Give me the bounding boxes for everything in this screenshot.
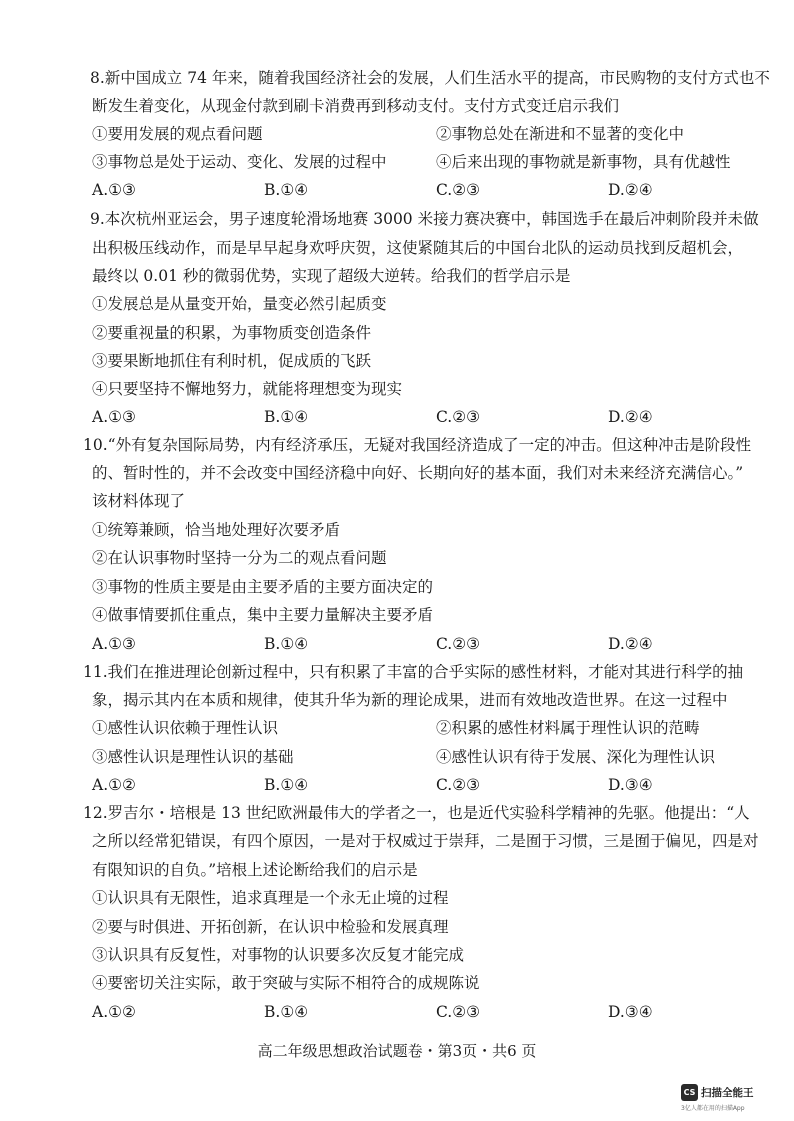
question-12-stem-line-2: 之所以经常犯错误，有四个原因，一是对于权威过于崇拜，二是囿于习惯，三是囿于偏见，四是对 — [92, 832, 759, 850]
question-8-item-3: ③事物总是处于运动、变化、发展的过程中 — [92, 153, 387, 171]
question-10-item-3: ③事物的性质主要是由主要矛盾的主要方面决定的 — [92, 578, 434, 596]
question-11-item-4: ④感性认识有待于发展、深化为理性认识 — [436, 748, 716, 766]
question-11-choice-a: A.①② — [92, 776, 136, 794]
question-8-choice-c: C.②③ — [436, 181, 481, 199]
question-9-item-2: ②要重视量的积累，为事物质变创造条件 — [92, 324, 372, 342]
question-11-stem-line-1: 11.我们在推进理论创新过程中，只有积累了丰富的合乎实际的感性材料，才能对其进行科学的抽 — [83, 663, 744, 681]
question-10-stem-line-1: 10.“外有复杂国际局势，内有经济承压，无疑对我国经济造成了一定的冲击。但这种冲击是阶段性 — [83, 436, 752, 454]
question-8-item-4: ④后来出现的事物就是新事物，具有优越性 — [436, 153, 731, 171]
question-10-stem-line-3: 该材料体现了 — [92, 492, 186, 510]
question-8-choice-a: A.①③ — [92, 181, 136, 199]
question-10-item-4: ④做事情要抓住重点，集中主要力量解决主要矛盾 — [92, 606, 434, 624]
page-footer: 高二年级思想政治试题卷・第3页・共6 页 — [257, 1042, 537, 1060]
question-8-stem-line-1: 8.新中国成立 74 年来，随着我国经济社会的发展，人们生活水平的提高，市民购物的支付方式也不 — [90, 69, 770, 87]
question-8-item-2: ②事物总处在渐进和不显著的变化中 — [436, 125, 685, 143]
question-12-stem-line-1: 12.罗吉尔・培根是 13 世纪欧洲最伟大的学者之一，也是近代实验科学精神的先驱。他提出：“人 — [83, 804, 750, 822]
question-12-item-2: ②要与时俱进、开拓创新，在认识中检验和发展真理 — [92, 918, 449, 936]
question-9-choice-b: B.①④ — [264, 408, 309, 426]
question-12-choice-a: A.①② — [92, 1003, 136, 1021]
question-9-stem-line-1: 9.本次杭州亚运会，男子速度轮滑场地赛 3000 米接力赛决赛中，韩国选手在最后冲刺阶段并未做 — [90, 210, 759, 228]
question-9-choice-a: A.①③ — [92, 408, 136, 426]
question-10-choice-c: C.②③ — [436, 635, 481, 653]
question-8-stem-line-2: 断发生着变化，从现金付款到刷卡消费再到移动支付。支付方式变迁启示我们 — [92, 97, 620, 115]
question-8-choice-b: B.①④ — [264, 181, 309, 199]
question-12-item-3: ③认识具有反复性，对事物的认识要多次反复才能完成 — [92, 946, 465, 964]
question-9-stem-line-3: 最终以 0.01 秒的微弱优势，实现了超级大逆转。给我们的哲学启示是 — [92, 267, 571, 285]
question-9-item-3: ③要果断地抓住有利时机，促成质的飞跃 — [92, 352, 372, 370]
camscanner-logo-icon: CS — [681, 1084, 698, 1101]
question-8-item-1: ①要用发展的观点看问题 — [92, 125, 263, 143]
question-11-choice-c: C.②③ — [436, 776, 481, 794]
question-9-stem-line-2: 出积极压线动作，而是早早起身欢呼庆贺，这使紧随其后的中国台北队的运动员找到反超机会， — [92, 239, 744, 257]
question-12-stem-line-3: 有限知识的自负。”培根上述论断给我们的启示是 — [92, 861, 418, 879]
question-12-choice-c: C.②③ — [436, 1003, 481, 1021]
question-11-choice-b: B.①④ — [264, 776, 309, 794]
question-12-item-4: ④要密切关注实际，敢于突破与实际不相符合的成规陈说 — [92, 974, 480, 992]
scanner-app-name: 扫描全能王 — [701, 1087, 754, 1099]
question-8-choice-d: D.②④ — [608, 181, 653, 199]
question-10-choice-b: B.①④ — [264, 635, 309, 653]
question-11-item-1: ①感性认识依赖于理性认识 — [92, 719, 279, 737]
question-11-choice-d: D.③④ — [608, 776, 653, 794]
question-10-item-1: ①统筹兼顾，恰当地处理好次要矛盾 — [92, 521, 341, 539]
question-10-choice-a: A.①③ — [92, 635, 136, 653]
question-10-item-2: ②在认识事物时坚持一分为二的观点看问题 — [92, 549, 387, 567]
question-10-stem-line-2: 的、暂时性的，并不会改变中国经济稳中向好、长期向好的基本面，我们对未来经济充满信心。” — [92, 464, 744, 482]
scanner-tagline: 3亿人都在用的扫描App — [681, 1105, 745, 1112]
question-9-item-4: ④只要坚持不懈地努力，就能将理想变为现实 — [92, 380, 403, 398]
question-9-choice-c: C.②③ — [436, 408, 481, 426]
question-11-item-2: ②积累的感性材料属于理性认识的范畴 — [436, 719, 700, 737]
question-12-choice-b: B.①④ — [264, 1003, 309, 1021]
scanner-watermark — [681, 1084, 754, 1101]
question-9-item-1: ①发展总是从量变开始，量变必然引起质变 — [92, 295, 387, 313]
question-12-choice-d: D.③④ — [608, 1003, 653, 1021]
question-9-choice-d: D.②④ — [608, 408, 653, 426]
question-11-stem-line-2: 象，揭示其内在本质和规律，使其升华为新的理论成果，进而有效地改造世界。在这一过程中 — [92, 691, 728, 709]
question-12-item-1: ①认识具有无限性，追求真理是一个永无止境的过程 — [92, 889, 449, 907]
question-11-item-3: ③感性认识是理性认识的基础 — [92, 748, 294, 766]
question-10-choice-d: D.②④ — [608, 635, 653, 653]
